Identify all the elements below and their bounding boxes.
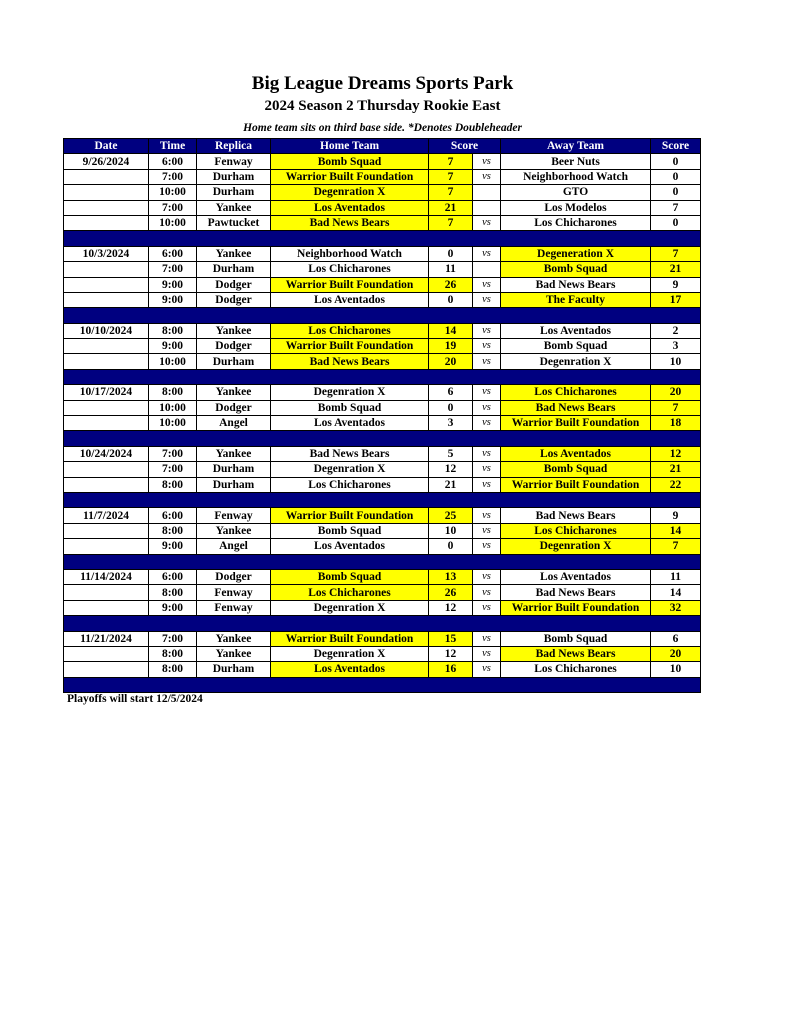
header-row [64, 139, 701, 154]
home-score-cell: 6 [429, 385, 473, 400]
vs-cell: vs [473, 292, 501, 307]
away-score-cell: 20 [651, 385, 701, 400]
vs-cell: vs [473, 508, 501, 523]
home-team-cell: Bad News Bears [271, 215, 429, 230]
date-cell [64, 262, 149, 277]
vs-cell: vs [473, 400, 501, 415]
vs-cell: vs [473, 169, 501, 184]
schedule-body [64, 154, 701, 693]
separator-bar [64, 616, 701, 631]
away-team-cell: Bomb Squad [501, 339, 651, 354]
away-score-cell: 2 [651, 323, 701, 338]
date-cell: 11/14/2024 [64, 569, 149, 584]
week-separator [64, 231, 701, 246]
away-score-cell: 9 [651, 508, 701, 523]
replica-cell: Dodger [197, 339, 271, 354]
home-score-cell: 7 [429, 215, 473, 230]
vs-cell: vs [473, 477, 501, 492]
home-team-cell: Los Chicharones [271, 477, 429, 492]
table-row [64, 262, 701, 277]
schedule-table [63, 138, 701, 693]
home-score-cell: 21 [429, 200, 473, 215]
away-score-cell: 7 [651, 246, 701, 261]
time-cell: 8:00 [149, 646, 197, 661]
date-cell [64, 354, 149, 369]
time-cell: 10:00 [149, 354, 197, 369]
vs-cell: vs [473, 523, 501, 538]
away-score-cell: 14 [651, 523, 701, 538]
date-cell: 10/10/2024 [64, 323, 149, 338]
table-row [64, 292, 701, 307]
separator-bar [64, 308, 701, 323]
home-score-cell: 12 [429, 462, 473, 477]
table-row [64, 277, 701, 292]
time-cell: 6:00 [149, 246, 197, 261]
home-score-cell: 10 [429, 523, 473, 538]
away-score-cell: 22 [651, 477, 701, 492]
replica-cell: Durham [197, 185, 271, 200]
week-separator [64, 616, 701, 631]
vs-cell: vs [473, 569, 501, 584]
week-separator [64, 369, 701, 384]
away-team-cell: Los Chicharones [501, 215, 651, 230]
home-team-cell: Degenration X [271, 600, 429, 615]
home-team-cell: Degenration X [271, 185, 429, 200]
table-row [64, 462, 701, 477]
date-cell [64, 600, 149, 615]
away-team-cell: The Faculty [501, 292, 651, 307]
replica-cell: Yankee [197, 631, 271, 646]
date-cell: 9/26/2024 [64, 154, 149, 169]
away-team-cell: Bad News Bears [501, 585, 651, 600]
home-score-cell: 21 [429, 477, 473, 492]
vs-cell [473, 185, 501, 200]
week-separator [64, 554, 701, 569]
time-cell: 9:00 [149, 339, 197, 354]
away-team-cell: Los Modelos [501, 200, 651, 215]
date-cell [64, 215, 149, 230]
replica-cell: Durham [197, 462, 271, 477]
replica-cell: Dodger [197, 277, 271, 292]
date-cell [64, 339, 149, 354]
vs-cell: vs [473, 600, 501, 615]
home-score-cell: 12 [429, 646, 473, 661]
vs-cell: vs [473, 323, 501, 338]
vs-cell: vs [473, 385, 501, 400]
time-cell: 7:00 [149, 631, 197, 646]
table-row [64, 662, 701, 677]
home-score-cell: 7 [429, 169, 473, 184]
away-team-cell: Los Chicharones [501, 523, 651, 538]
date-cell [64, 539, 149, 554]
home-score-cell: 3 [429, 416, 473, 431]
home-score-cell: 7 [429, 154, 473, 169]
week-separator [64, 677, 701, 692]
table-row [64, 585, 701, 600]
date-cell [64, 662, 149, 677]
date-cell [64, 462, 149, 477]
vs-cell: vs [473, 215, 501, 230]
home-team-cell: Bomb Squad [271, 523, 429, 538]
vs-cell: vs [473, 416, 501, 431]
date-cell: 10/24/2024 [64, 446, 149, 461]
table-row [64, 246, 701, 261]
time-cell: 9:00 [149, 277, 197, 292]
date-cell [64, 169, 149, 184]
time-cell: 8:00 [149, 385, 197, 400]
vs-cell: vs [473, 539, 501, 554]
date-cell [64, 585, 149, 600]
time-cell: 9:00 [149, 292, 197, 307]
time-cell: 8:00 [149, 585, 197, 600]
away-score-cell: 0 [651, 185, 701, 200]
date-cell [64, 292, 149, 307]
date-cell [64, 200, 149, 215]
away-score-cell: 0 [651, 154, 701, 169]
home-team-cell: Los Aventados [271, 292, 429, 307]
replica-cell: Durham [197, 169, 271, 184]
time-cell: 8:00 [149, 477, 197, 492]
col-header-home-team: Home Team [271, 139, 429, 154]
away-team-cell: Neighborhood Watch [501, 169, 651, 184]
home-team-cell: Degenration X [271, 646, 429, 661]
separator-bar [64, 431, 701, 446]
vs-cell: vs [473, 246, 501, 261]
home-score-cell: 12 [429, 600, 473, 615]
table-row [64, 646, 701, 661]
away-score-cell: 32 [651, 600, 701, 615]
separator-bar [64, 231, 701, 246]
date-cell: 11/7/2024 [64, 508, 149, 523]
col-header-replica: Replica [197, 139, 271, 154]
replica-cell: Durham [197, 354, 271, 369]
vs-cell: vs [473, 585, 501, 600]
away-team-cell: Bomb Squad [501, 631, 651, 646]
table-row [64, 508, 701, 523]
away-score-cell: 21 [651, 262, 701, 277]
away-team-cell: Warrior Built Foundation [501, 600, 651, 615]
time-cell: 6:00 [149, 508, 197, 523]
date-cell: 10/17/2024 [64, 385, 149, 400]
home-team-cell: Degenration X [271, 462, 429, 477]
away-score-cell: 7 [651, 400, 701, 415]
date-cell [64, 416, 149, 431]
home-team-cell: Los Aventados [271, 539, 429, 554]
table-row [64, 539, 701, 554]
home-score-cell: 16 [429, 662, 473, 677]
away-score-cell: 3 [651, 339, 701, 354]
date-cell [64, 185, 149, 200]
time-cell: 7:00 [149, 462, 197, 477]
date-cell [64, 477, 149, 492]
home-team-cell: Warrior Built Foundation [271, 339, 429, 354]
table-row [64, 569, 701, 584]
replica-cell: Pawtucket [197, 215, 271, 230]
table-row [64, 215, 701, 230]
time-cell: 10:00 [149, 215, 197, 230]
table-row [64, 323, 701, 338]
table-row [64, 385, 701, 400]
home-team-cell: Bomb Squad [271, 154, 429, 169]
away-team-cell: Degenration X [501, 354, 651, 369]
away-score-cell: 7 [651, 200, 701, 215]
replica-cell: Yankee [197, 246, 271, 261]
col-header-away-team: Away Team [501, 139, 651, 154]
table-row [64, 600, 701, 615]
home-score-cell: 19 [429, 339, 473, 354]
separator-bar [64, 369, 701, 384]
away-score-cell: 0 [651, 169, 701, 184]
table-row [64, 169, 701, 184]
playoffs-note: Playoffs will start 12/5/2024 [67, 693, 203, 705]
home-team-cell: Bomb Squad [271, 569, 429, 584]
away-score-cell: 7 [651, 539, 701, 554]
week-separator [64, 492, 701, 507]
col-header-home-score: Score [429, 139, 501, 154]
away-score-cell: 14 [651, 585, 701, 600]
vs-cell: vs [473, 339, 501, 354]
vs-cell: vs [473, 154, 501, 169]
home-score-cell: 15 [429, 631, 473, 646]
away-team-cell: Degenration X [501, 539, 651, 554]
replica-cell: Fenway [197, 154, 271, 169]
replica-cell: Durham [197, 662, 271, 677]
replica-cell: Yankee [197, 200, 271, 215]
date-cell: 10/3/2024 [64, 246, 149, 261]
home-team-cell: Warrior Built Foundation [271, 277, 429, 292]
home-team-cell: Los Aventados [271, 416, 429, 431]
home-team-cell: Los Chicharones [271, 262, 429, 277]
time-cell: 7:00 [149, 169, 197, 184]
col-header-time: Time [149, 139, 197, 154]
replica-cell: Yankee [197, 323, 271, 338]
home-team-cell: Neighborhood Watch [271, 246, 429, 261]
home-team-cell: Los Aventados [271, 662, 429, 677]
away-team-cell: Los Aventados [501, 569, 651, 584]
away-team-cell: GTO [501, 185, 651, 200]
home-score-cell: 13 [429, 569, 473, 584]
away-score-cell: 11 [651, 569, 701, 584]
away-score-cell: 0 [651, 215, 701, 230]
away-team-cell: Bomb Squad [501, 262, 651, 277]
replica-cell: Yankee [197, 646, 271, 661]
replica-cell: Durham [197, 477, 271, 492]
replica-cell: Angel [197, 539, 271, 554]
vs-cell: vs [473, 446, 501, 461]
replica-cell: Yankee [197, 446, 271, 461]
time-cell: 7:00 [149, 446, 197, 461]
away-score-cell: 10 [651, 354, 701, 369]
home-score-cell: 7 [429, 185, 473, 200]
home-score-cell: 0 [429, 292, 473, 307]
home-team-cell: Warrior Built Foundation [271, 508, 429, 523]
replica-cell: Yankee [197, 523, 271, 538]
away-team-cell: Los Chicharones [501, 662, 651, 677]
table-row [64, 354, 701, 369]
home-score-cell: 20 [429, 354, 473, 369]
away-team-cell: Warrior Built Foundation [501, 477, 651, 492]
table-row [64, 339, 701, 354]
date-cell: 11/21/2024 [64, 631, 149, 646]
away-score-cell: 18 [651, 416, 701, 431]
time-cell: 10:00 [149, 400, 197, 415]
home-team-cell: Los Chicharones [271, 323, 429, 338]
home-score-cell: 25 [429, 508, 473, 523]
home-score-cell: 14 [429, 323, 473, 338]
vs-cell [473, 200, 501, 215]
home-team-cell: Warrior Built Foundation [271, 169, 429, 184]
table-row [64, 185, 701, 200]
away-team-cell: Bomb Squad [501, 462, 651, 477]
time-cell: 6:00 [149, 569, 197, 584]
replica-cell: Yankee [197, 385, 271, 400]
time-cell: 8:00 [149, 662, 197, 677]
vs-cell: vs [473, 354, 501, 369]
home-team-cell: Bad News Bears [271, 446, 429, 461]
time-cell: 9:00 [149, 600, 197, 615]
time-cell: 7:00 [149, 200, 197, 215]
home-team-cell: Los Aventados [271, 200, 429, 215]
time-cell: 10:00 [149, 416, 197, 431]
home-score-cell: 0 [429, 246, 473, 261]
date-cell [64, 523, 149, 538]
away-team-cell: Degeneration X [501, 246, 651, 261]
page-title: Big League Dreams Sports Park [251, 73, 514, 94]
vs-cell: vs [473, 277, 501, 292]
vs-cell: vs [473, 662, 501, 677]
time-cell: 10:00 [149, 185, 197, 200]
home-team-cell: Warrior Built Foundation [271, 631, 429, 646]
away-team-cell: Los Aventados [501, 323, 651, 338]
table-row [64, 446, 701, 461]
away-team-cell: Bad News Bears [501, 508, 651, 523]
table-row [64, 400, 701, 415]
schedule-note: Home team sits on third base side. *Denotes Doubleheader [243, 122, 522, 134]
time-cell: 8:00 [149, 323, 197, 338]
home-score-cell: 26 [429, 277, 473, 292]
home-score-cell: 0 [429, 539, 473, 554]
home-score-cell: 26 [429, 585, 473, 600]
home-score-cell: 5 [429, 446, 473, 461]
vs-cell: vs [473, 631, 501, 646]
table-row [64, 523, 701, 538]
away-score-cell: 6 [651, 631, 701, 646]
page-subtitle: 2024 Season 2 Thursday Rookie East [264, 98, 501, 114]
home-team-cell: Bad News Bears [271, 354, 429, 369]
separator-bar [64, 492, 701, 507]
away-score-cell: 20 [651, 646, 701, 661]
replica-cell: Fenway [197, 585, 271, 600]
away-team-cell: Bad News Bears [501, 277, 651, 292]
table-row [64, 477, 701, 492]
table-row [64, 200, 701, 215]
date-cell [64, 277, 149, 292]
away-team-cell: Warrior Built Foundation [501, 416, 651, 431]
separator-bar [64, 677, 701, 692]
table-row [64, 154, 701, 169]
home-score-cell: 11 [429, 262, 473, 277]
replica-cell: Angel [197, 416, 271, 431]
week-separator [64, 431, 701, 446]
col-header-date: Date [64, 139, 149, 154]
away-team-cell: Beer Nuts [501, 154, 651, 169]
time-cell: 9:00 [149, 539, 197, 554]
time-cell: 6:00 [149, 154, 197, 169]
time-cell: 7:00 [149, 262, 197, 277]
table-row [64, 416, 701, 431]
away-team-cell: Bad News Bears [501, 400, 651, 415]
vs-cell: vs [473, 462, 501, 477]
replica-cell: Durham [197, 262, 271, 277]
away-score-cell: 10 [651, 662, 701, 677]
away-score-cell: 21 [651, 462, 701, 477]
home-team-cell: Bomb Squad [271, 400, 429, 415]
replica-cell: Fenway [197, 600, 271, 615]
away-team-cell: Los Aventados [501, 446, 651, 461]
away-score-cell: 9 [651, 277, 701, 292]
away-score-cell: 12 [651, 446, 701, 461]
table-row [64, 631, 701, 646]
home-team-cell: Los Chicharones [271, 585, 429, 600]
separator-bar [64, 554, 701, 569]
replica-cell: Dodger [197, 569, 271, 584]
away-team-cell: Bad News Bears [501, 646, 651, 661]
time-cell: 8:00 [149, 523, 197, 538]
replica-cell: Fenway [197, 508, 271, 523]
week-separator [64, 308, 701, 323]
date-cell [64, 400, 149, 415]
replica-cell: Dodger [197, 400, 271, 415]
home-score-cell: 0 [429, 400, 473, 415]
date-cell [64, 646, 149, 661]
col-header-away-score: Score [651, 139, 701, 154]
away-team-cell: Los Chicharones [501, 385, 651, 400]
vs-cell: vs [473, 646, 501, 661]
replica-cell: Dodger [197, 292, 271, 307]
vs-cell [473, 262, 501, 277]
away-score-cell: 17 [651, 292, 701, 307]
home-team-cell: Degenration X [271, 385, 429, 400]
